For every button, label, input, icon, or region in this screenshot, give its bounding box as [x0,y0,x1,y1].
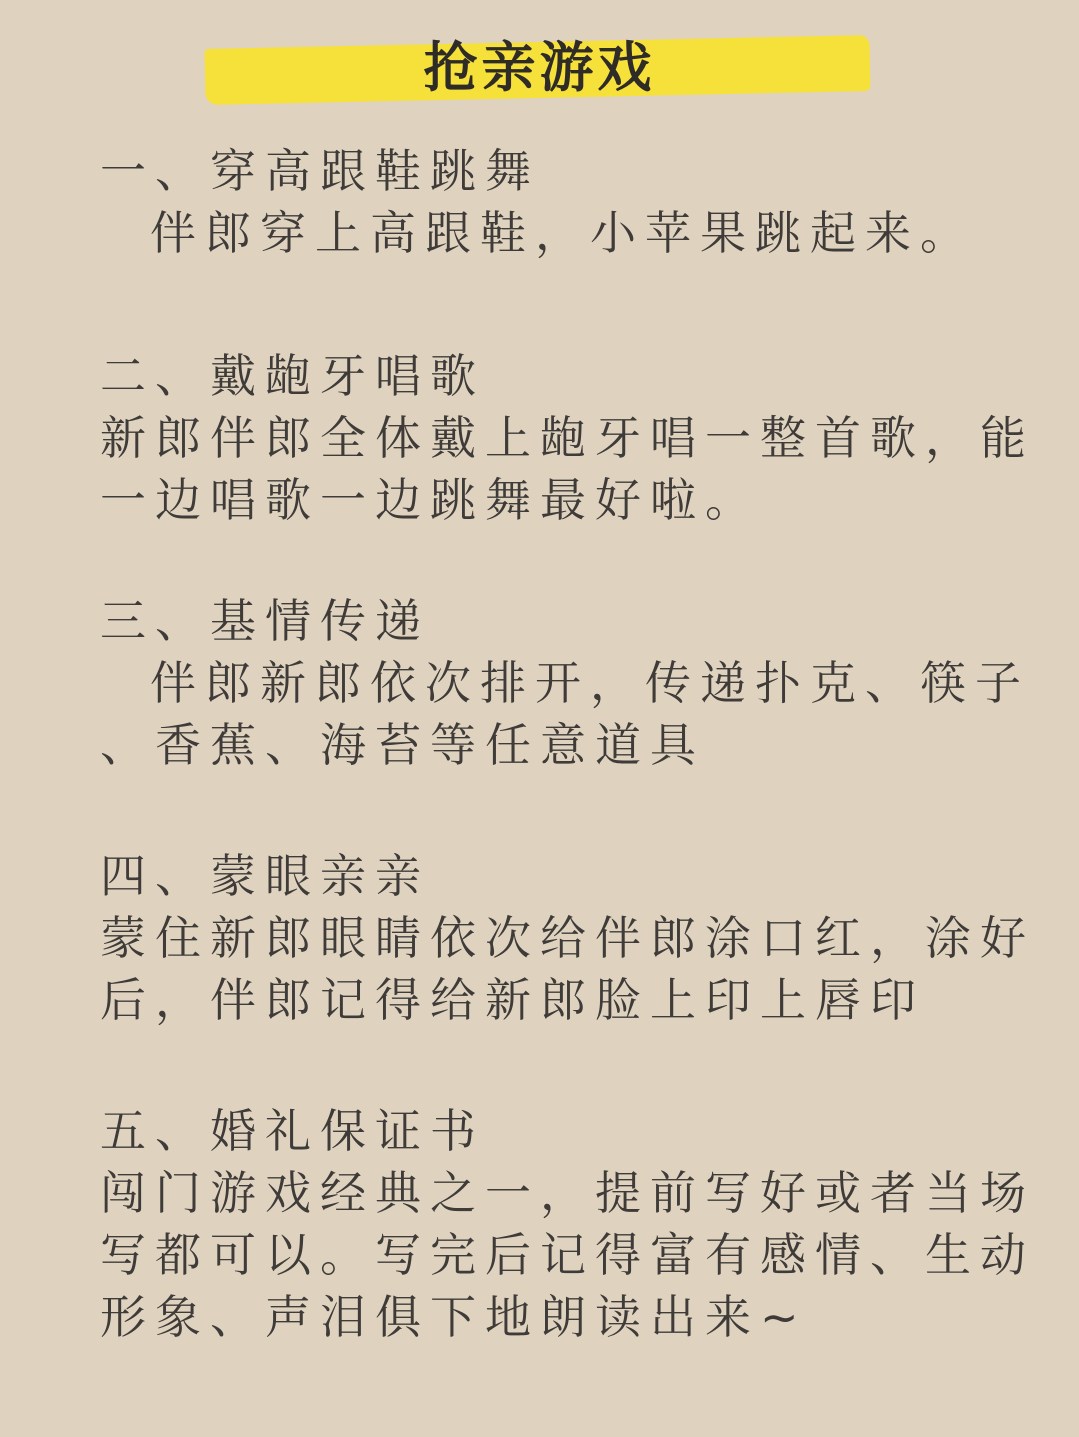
section-text: 、香蕉、海苔等任意道具 [100,718,705,772]
section-text: 后，伴郎记得给新郎脸上印上唇印 [100,973,925,1027]
title-banner [0,20,1079,110]
game-section-2 [100,345,1035,531]
section-heading: 一、穿高跟鞋跳舞 [100,144,540,198]
section-heading: 五、婚礼保证书 [100,1104,485,1158]
section-text: 一边唱歌一边跳舞最好啦。 [100,473,760,527]
section-heading: 二、戴龅牙唱歌 [100,349,485,403]
game-section-5 [100,1100,1035,1348]
game-section-3 [100,590,1030,776]
section-text: 闯门游戏经典之一，提前写好或者当场 [100,1166,1035,1220]
section-heading: 四、蒙眼亲亲 [100,849,430,903]
section-text: 伴郎穿上高跟鞋，小苹果跳起来。 [150,206,975,260]
section-text: 新郎伴郎全体戴上龅牙唱一整首歌，能 [100,411,1035,465]
section-text: 蒙住新郎眼睛依次给伴郎涂口红，涂好 [100,911,1035,965]
section-text: 形象、声泪俱下地朗读出来~ [100,1290,808,1344]
section-text: 伴郎新郎依次排开，传递扑克、筷子 [150,656,1030,710]
section-heading: 三、基情传递 [100,594,430,648]
game-section-4 [100,845,1035,1031]
game-section-1 [100,140,975,264]
page-title: 抢亲游戏 [423,36,656,99]
section-text: 写都可以。写完后记得富有感情、生动 [100,1228,1035,1282]
